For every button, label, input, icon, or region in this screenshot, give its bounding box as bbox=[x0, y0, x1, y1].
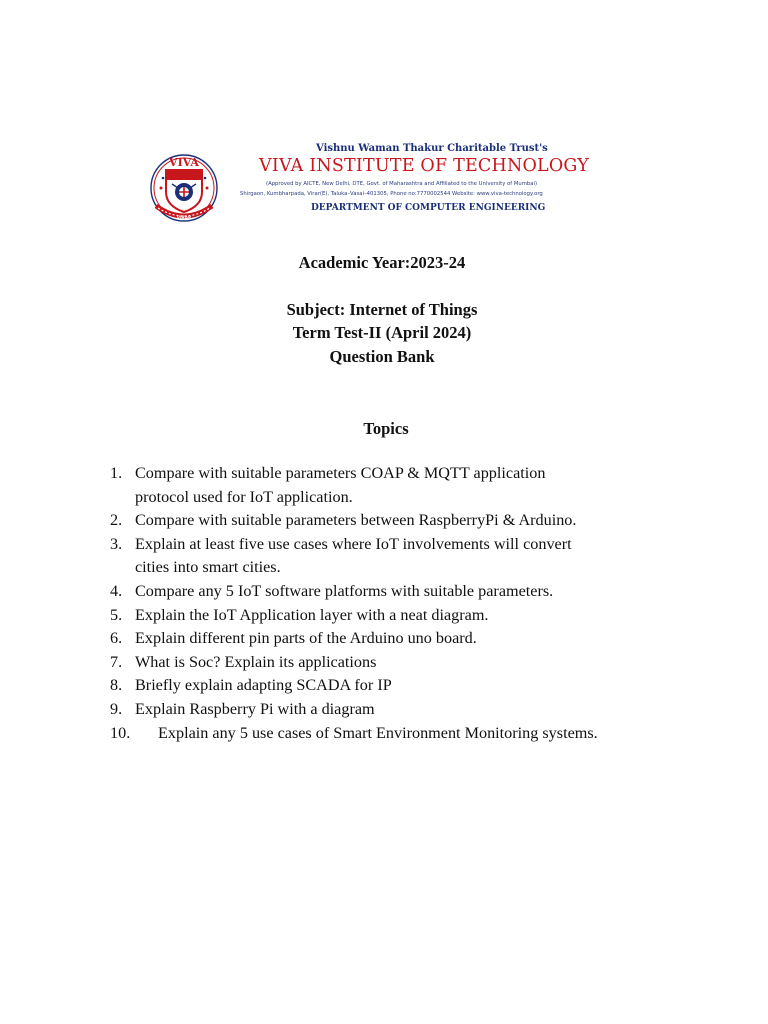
question-text: Explain Raspberry Pi with a diagram bbox=[135, 699, 375, 718]
question-number: 6. bbox=[110, 629, 123, 648]
question-text-continued: protocol used for IoT application. bbox=[135, 487, 353, 506]
question-bank-heading: Question Bank bbox=[329, 347, 435, 366]
topics-heading: Topics bbox=[363, 419, 409, 438]
question-text: Compare with suitable parameters COAP & MQTT application bbox=[135, 464, 546, 482]
question-number: 4. bbox=[110, 581, 123, 600]
academic-year: Academic Year:2023-24 bbox=[298, 253, 466, 272]
question-number: 10. bbox=[110, 723, 131, 742]
question-number: 5. bbox=[110, 605, 123, 624]
question-number: 7. bbox=[110, 652, 123, 671]
list-item bbox=[110, 533, 710, 580]
address-line: Shirgaon, Kumbharpada, Virar(E), Taluka–Vasai–401305, Phone no:7770002544 Website: www.viva-technology.org bbox=[240, 191, 543, 197]
question-number: 2. bbox=[110, 511, 123, 530]
trust-name: Vishnu Waman Thakur Charitable Trust's bbox=[316, 143, 548, 154]
list-item bbox=[110, 604, 710, 628]
question-number: 9. bbox=[110, 699, 123, 718]
subject-heading: Subject: Internet of Things bbox=[286, 300, 478, 319]
question-text: Briefly explain adapting SCADA for IP bbox=[135, 676, 392, 695]
question-text: Explain at least five use cases where IoT involvements will convert bbox=[135, 534, 572, 553]
letterhead bbox=[146, 140, 626, 230]
term-test-heading: Term Test-II (April 2024) bbox=[292, 323, 472, 342]
question-text: Explain the IoT Application layer with a neat diagram. bbox=[135, 605, 489, 624]
approval-line: (Approved by AICTE, New Delhi, DTE, Govt. of Maharashtra and Affiliated to the University of Mumbai) bbox=[266, 181, 538, 187]
question-number: 1. bbox=[110, 464, 123, 482]
question-number: 3. bbox=[110, 534, 123, 553]
list-item bbox=[110, 627, 710, 651]
question-text: Compare with suitable parameters between RaspberryPi & Arduino. bbox=[135, 511, 577, 530]
question-list bbox=[110, 462, 710, 745]
logo-text-viva: VIVA bbox=[169, 156, 199, 169]
question-text: Explain different pin parts of the Arduino uno board. bbox=[135, 629, 477, 648]
list-item bbox=[110, 509, 710, 533]
logo-text-virar: VIRAR bbox=[176, 215, 192, 220]
institute-name: VIVA INSTITUTE OF TECHNOLOGY bbox=[259, 156, 590, 176]
viva-crest-logo-icon bbox=[146, 148, 222, 224]
list-item bbox=[110, 580, 710, 604]
list-item bbox=[110, 698, 710, 722]
list-item bbox=[110, 462, 710, 509]
question-text: Compare any 5 IoT software platforms with suitable parameters. bbox=[135, 581, 554, 600]
list-item bbox=[110, 651, 710, 675]
question-text: What is Soc? Explain its applications bbox=[135, 652, 377, 671]
list-item bbox=[110, 674, 710, 698]
list-item bbox=[110, 722, 710, 746]
question-number: 8. bbox=[110, 676, 123, 695]
question-text-continued: cities into smart cities. bbox=[135, 558, 281, 577]
department-name: DEPARTMENT OF COMPUTER ENGINEERING bbox=[311, 203, 546, 213]
question-text: Explain any 5 use cases of Smart Environment Monitoring systems. bbox=[158, 723, 598, 742]
